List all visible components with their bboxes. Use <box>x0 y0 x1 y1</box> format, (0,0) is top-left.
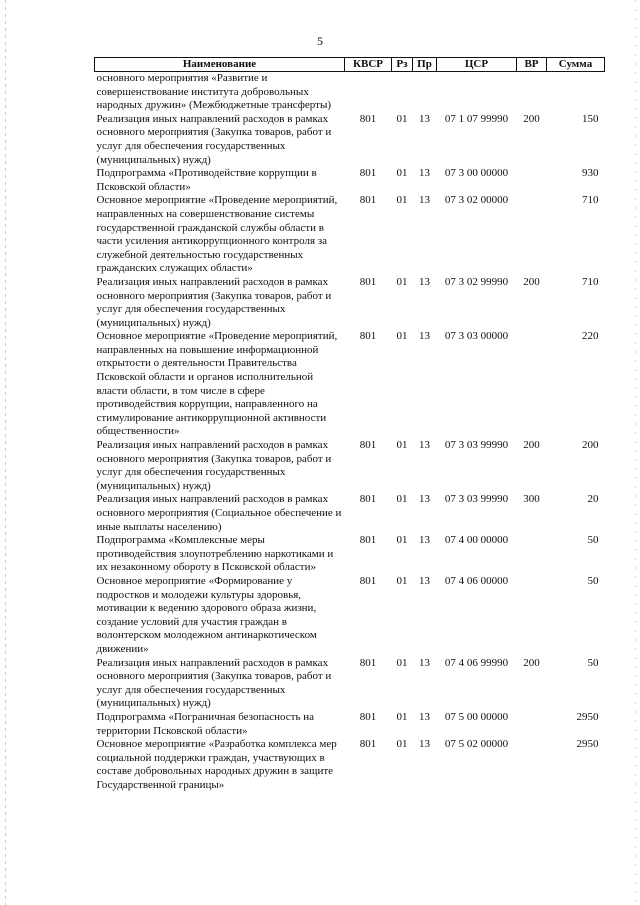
row-pr: 13 <box>419 330 430 343</box>
row-rz: 01 <box>396 439 408 452</box>
row-sum <box>547 72 605 113</box>
row-sum: 50 <box>587 574 599 587</box>
row-kvsr: 801 <box>359 493 377 506</box>
header-rz: Рз <box>392 58 413 72</box>
row-kvsr: 801 <box>359 738 377 751</box>
row-vr <box>517 330 547 439</box>
row-vr <box>517 72 547 113</box>
budget-table <box>94 57 605 792</box>
row-name: Реализация иных направлений расходов в рамках основного мероприятия (Закупка товаров, работ и услуг для обеспечения государственных (муниципальных) нужд) <box>96 656 332 710</box>
row-rz: 01 <box>396 112 408 125</box>
row-sum: 710 <box>582 194 599 207</box>
row-kvsr: 801 <box>359 194 377 207</box>
row-rz: 01 <box>396 493 408 506</box>
row-kvsr: 801 <box>359 534 377 547</box>
row-vr: 200 <box>523 439 540 452</box>
row-vr: 200 <box>523 275 540 288</box>
row-rz: 01 <box>396 574 408 587</box>
table-row <box>95 167 605 194</box>
row-csr: 07 3 03 99990 <box>444 493 509 506</box>
row-vr <box>517 575 547 657</box>
row-rz: 01 <box>396 275 408 288</box>
row-sum: 930 <box>582 167 599 180</box>
row-sum: 50 <box>587 656 599 669</box>
row-kvsr: 801 <box>359 656 377 669</box>
row-rz: 01 <box>396 534 408 547</box>
scan-edge-right <box>635 0 636 905</box>
row-pr: 13 <box>419 710 430 723</box>
row-rz: 01 <box>396 330 408 343</box>
row-name: Реализация иных направлений расходов в рамках основного мероприятия (Закупка товаров, работ и услуг для обеспечения государственных (муниципальных) нужд) <box>96 112 332 166</box>
row-rz: 01 <box>396 194 408 207</box>
row-kvsr: 801 <box>359 167 377 180</box>
row-vr: 200 <box>523 112 540 125</box>
scan-edge-left <box>5 0 6 905</box>
table-row <box>95 72 605 113</box>
row-vr <box>517 534 547 575</box>
row-pr: 13 <box>419 439 430 452</box>
row-csr: 07 4 06 00000 <box>444 574 509 587</box>
row-name: основного мероприятия «Развитие и совершенствование института добровольных народных дружин» (Межбюджетные трансферты) <box>95 72 345 113</box>
row-name: Реализация иных направлений расходов в рамках основного мероприятия (Закупка товаров, работ и услуг для обеспечения государственных (муниципальных) нужд) <box>96 275 332 329</box>
row-kvsr: 801 <box>359 330 377 343</box>
row-kvsr: 801 <box>359 439 377 452</box>
row-csr: 07 3 03 99990 <box>444 439 509 452</box>
row-csr: 07 3 00 00000 <box>444 167 509 180</box>
row-vr <box>517 194 547 276</box>
row-pr: 13 <box>419 275 430 288</box>
row-name: Основное мероприятие «Разработка комплекса мер социальной поддержки граждан, участвующих в составе добровольных народных дружин в защите Государственной границы» <box>96 738 337 791</box>
header-sum: Сумма <box>547 58 605 72</box>
header-csr: ЦСР <box>437 58 517 72</box>
row-kvsr <box>345 72 392 113</box>
table-row <box>95 711 605 738</box>
table-row <box>95 738 605 792</box>
row-name: Подпрограмма «Пограничная безопасность на территории Псковской области» <box>96 710 314 737</box>
row-pr: 13 <box>419 167 430 180</box>
row-pr: 13 <box>419 534 430 547</box>
page-number: 5 <box>317 34 323 48</box>
row-csr: 07 3 03 00000 <box>444 330 509 343</box>
row-pr <box>413 72 437 113</box>
row-sum: 2950 <box>576 738 599 751</box>
row-kvsr: 801 <box>359 112 377 125</box>
header-row <box>95 58 605 72</box>
row-pr: 13 <box>419 112 430 125</box>
row-name: Реализация иных направлений расходов в рамках основного мероприятия (Закупка товаров, работ и услуг для обеспечения государственных (муниципальных) нужд) <box>96 439 332 492</box>
row-csr: 07 5 00 00000 <box>444 710 509 723</box>
row-rz: 01 <box>396 656 408 669</box>
table-row <box>95 575 605 657</box>
row-kvsr: 801 <box>359 275 377 288</box>
row-csr: 07 4 06 99990 <box>444 656 509 669</box>
row-pr: 13 <box>419 574 430 587</box>
row-kvsr: 801 <box>359 574 377 587</box>
row-vr: 200 <box>523 656 540 669</box>
row-sum: 200 <box>582 439 599 452</box>
row-csr <box>437 72 517 113</box>
table-row <box>95 113 605 167</box>
row-sum: 20 <box>587 493 599 506</box>
row-rz: 01 <box>396 738 408 751</box>
row-rz <box>392 72 413 113</box>
header-vr: ВР <box>517 58 547 72</box>
row-csr: 07 1 07 99990 <box>444 112 509 125</box>
row-name: Основное мероприятие «Формирование у подростков и молодежи культуры здоровья, мотивации к ведению здорового образа жизни, создание условий для участия граждан в волонтерском молодежном антинаркотическом движении» <box>96 574 317 655</box>
row-rz: 01 <box>396 167 408 180</box>
table-row <box>95 194 605 276</box>
row-vr <box>517 711 547 738</box>
row-name: Основное мероприятие «Проведение мероприятий, направленных на совершенствование системы государственной гражданской службы области в части усиления антикоррупционного контроля за служебной деятельностью государственных гражданских служащих области» <box>96 194 338 275</box>
row-csr: 07 3 02 99990 <box>444 275 509 288</box>
table-row <box>95 330 605 439</box>
row-name: Основное мероприятие «Проведение мероприятий, направленных на повышение информационной открытости о деятельности Правительства Псковской области и органов исполнительной власти области, в том числе в сфере противодействия коррупции, направленного на стимулирование антикоррупционной активности общественности» <box>96 330 338 438</box>
table-row <box>95 493 605 534</box>
row-pr: 13 <box>419 738 430 751</box>
row-csr: 07 3 02 00000 <box>444 194 509 207</box>
row-csr: 07 5 02 00000 <box>444 738 509 751</box>
row-vr <box>517 167 547 194</box>
table-row <box>95 439 605 493</box>
header-kvsr: КВСР <box>345 58 392 72</box>
row-name: Подпрограмма «Противодействие коррупции в Псковской области» <box>96 167 317 193</box>
row-vr: 300 <box>523 493 540 506</box>
row-sum: 50 <box>587 534 599 547</box>
row-csr: 07 4 00 00000 <box>444 534 509 547</box>
table-header <box>95 58 605 72</box>
header-name: Наименование <box>95 58 345 72</box>
row-sum: 220 <box>582 330 599 343</box>
row-vr <box>517 738 547 792</box>
row-pr: 13 <box>419 656 430 669</box>
row-sum: 710 <box>582 275 599 288</box>
table-row <box>95 276 605 330</box>
row-name: Реализация иных направлений расходов в рамках основного мероприятия (Социальное обеспечение и иные выплаты населению) <box>96 493 342 533</box>
row-kvsr: 801 <box>359 710 377 723</box>
row-rz: 01 <box>396 710 408 723</box>
header-pr: Пр <box>413 58 437 72</box>
row-sum: 2950 <box>576 710 599 723</box>
table-row <box>95 534 605 575</box>
row-name: Подпрограмма «Комплексные меры противодействия злоупотреблению наркотиками и их незаконному обороту в Псковской области» <box>96 534 334 574</box>
table-body <box>95 72 605 793</box>
row-pr: 13 <box>419 493 430 506</box>
row-sum: 150 <box>582 112 599 125</box>
row-pr: 13 <box>419 194 430 207</box>
table-row <box>95 657 605 711</box>
